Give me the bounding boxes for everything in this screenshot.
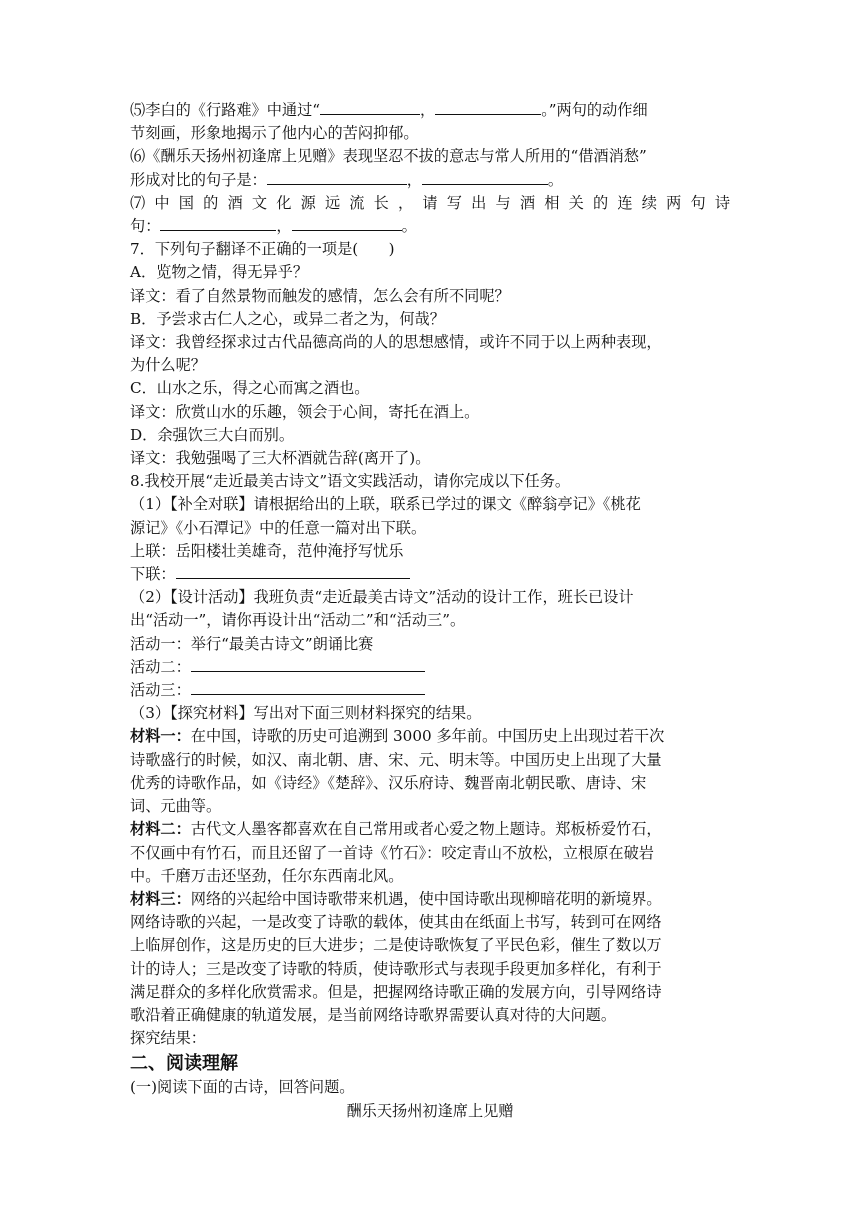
q7-option-b-translation-1: 译文：我曾经探求过古代品德高尚的人的思想感情，或许不同于以上两种表现， <box>130 333 662 352</box>
material-2-label: 材料二： <box>130 820 191 839</box>
material-3-line-2: 网络诗歌的兴起，一是改变了诗歌的载体，使其由在纸面上书写，转到可在网络 <box>130 913 662 932</box>
q7-option-d: D．余强饮三大白而别。 <box>130 425 295 444</box>
material-3-line-4: 计的诗人；三是改变了诗歌的特质，使诗歌形式与表现手段更加多样化，有利于 <box>130 959 662 978</box>
q7s-sep: ， <box>276 217 292 236</box>
section-heading: 二、阅读理解 <box>130 1053 238 1075</box>
research-result: 探究结果： <box>130 1029 206 1048</box>
couplet-upper: 上联：岳阳楼壮美雄奇，范仲淹抒写忧乐 <box>130 541 404 560</box>
material-2-text: 古代文人墨客都喜欢在自己常用或者心爱之物上题诗。郑板桥爱竹石， <box>190 820 662 839</box>
q5-sep: ， <box>420 101 436 119</box>
q7s-end: 。 <box>401 217 417 236</box>
q8-part1-line-1: （1）【补全对联】请根据给出的上联，联系已学过的课文《醉翁亭记》《桃花 <box>130 495 641 514</box>
q7-option-c: C．山水之乐，得之心而寓之酒也。 <box>130 379 370 398</box>
answer-blank[interactable] <box>422 169 548 185</box>
material-1-line-2: 诗歌盛行的时候，如汉、南北朝、唐、宋、元、明末等。中国历史上出现了大量 <box>130 750 662 769</box>
material-1-label: 材料一： <box>130 727 191 746</box>
material-2-line-2: 不仅画中有竹石，而且还留了一首诗《竹石》：咬定青山不放松，立根原在破岩 <box>130 843 654 862</box>
activity-3 <box>130 679 730 702</box>
material-3-text: 网络的兴起给中国诗歌带来机遇，使中国诗歌出现柳暗花明的新境界。 <box>190 889 662 908</box>
material-2-line-1 <box>130 818 730 841</box>
q8-part3: （3）【探究材料】写出对下面三则材料探究的结果。 <box>130 704 482 723</box>
q7-option-b: B．予尝求古仁人之心，或异二者之为，何哉？ <box>130 309 445 328</box>
material-1-line-3: 优秀的诗歌作品，如《诗经》《楚辞》、汉乐府诗、魏晋南北朝民歌、唐诗、宋 <box>130 773 647 792</box>
q6-line-2 <box>130 169 730 192</box>
q7-option-c-translation: 译文：欣赏山水的乐趣，领会于心间，寄托在酒上。 <box>130 402 480 421</box>
q6-end: 。 <box>547 170 564 189</box>
answer-blank[interactable] <box>160 215 276 231</box>
q6-line-1: ⑹《酬乐天扬州初逢席上见赠》表现坚忍不拔的意志与常人所用的“借酒消愁” <box>130 147 647 166</box>
answer-blank[interactable] <box>191 656 425 672</box>
q8-part2-line-1: （2）【设计活动】我班负责“走近最美古诗文”活动的设计工作，班长已设计 <box>130 588 634 607</box>
document-body <box>130 99 730 1123</box>
q7s-line-2 <box>130 215 730 238</box>
activity-2 <box>130 656 730 679</box>
material-1-line-4: 词、元曲等。 <box>130 797 222 816</box>
answer-blank[interactable] <box>176 563 410 579</box>
answer-blank[interactable] <box>191 679 425 695</box>
q7-option-d-translation: 译文：我勉强喝了三大杯酒就告辞(离开了)。 <box>130 449 431 468</box>
material-3-line-1 <box>130 888 730 911</box>
q7-option-b-translation-2: 为什么呢？ <box>130 356 206 375</box>
q8-part1-line-2: 源记》《小石潭记》中的任意一篇对出下联。 <box>130 518 427 537</box>
section-intro: (一)阅读下面的古诗，回答问题。 <box>130 1078 355 1097</box>
material-3-line-6: 歌沿着正确健康的轨道发展，是当前网络诗歌界需要认真对待的大问题。 <box>130 1005 616 1024</box>
q7-stem: 7．下列句子翻译不正确的一项是( ) <box>130 240 395 259</box>
answer-blank[interactable] <box>267 169 407 185</box>
poem-title: 酬乐天扬州初逢席上见赠 <box>346 1101 514 1120</box>
answer-blank[interactable] <box>292 215 402 231</box>
q6-sep: ， <box>406 170 422 189</box>
q8-part2-line-2: 出“活动一”，请你再设计出“活动二”和“活动三”。 <box>130 611 466 630</box>
material-3-line-5: 满足群众的多样化欣赏需求。但是，把握网络诗歌正确的发展方向，引导网络诗 <box>130 982 662 1001</box>
activity-1: 活动一：举行“最美古诗文”朗诵比赛 <box>130 634 374 653</box>
q7s-text-a: 句： <box>130 217 161 236</box>
q5-line-2: 节刻画，形象地揭示了他内心的苦闷抑郁。 <box>130 124 419 143</box>
answer-blank[interactable] <box>320 99 420 115</box>
activity-2-label: 活动二： <box>130 657 191 676</box>
material-1-text: 在中国，诗歌的历史可追溯到 3000 多年前。中国历史上出现过若干次 <box>190 727 665 746</box>
material-3-line-3: 上临屏创作，这是历史的巨大进步；二是使诗歌恢复了平民色彩，催生了数以万 <box>130 936 662 955</box>
q6-text-a: 形成对比的句子是： <box>130 170 267 189</box>
q8-stem: 8.我校开展“走近最美古诗文”语文实践活动，请你完成以下任务。 <box>130 472 571 491</box>
q7-option-a-translation: 译文：看了自然景物而触发的感情，怎么会有所不同呢？ <box>130 286 510 305</box>
q5-text-a: ⑸李白的《行路难》中通过“ <box>130 101 321 119</box>
q7-option-a: A．览物之情，得无异乎？ <box>130 263 309 282</box>
material-2-line-3: 中。千磨万击还坚劲，任尔东西南北风。 <box>130 866 404 885</box>
q5-text-b: 。”两句的动作细 <box>541 101 648 119</box>
material-1-line-1 <box>130 725 730 748</box>
q5-line-1 <box>130 99 730 122</box>
couplet-lower-label: 下联： <box>130 565 176 584</box>
material-3-label: 材料三： <box>130 889 191 908</box>
couplet-lower <box>130 563 730 586</box>
answer-blank[interactable] <box>435 99 541 115</box>
q7s-line-1: ⑺中国的酒文化源远流长，请写出与酒相关的连续两句诗 <box>130 193 730 212</box>
activity-3-label: 活动三： <box>130 681 191 700</box>
